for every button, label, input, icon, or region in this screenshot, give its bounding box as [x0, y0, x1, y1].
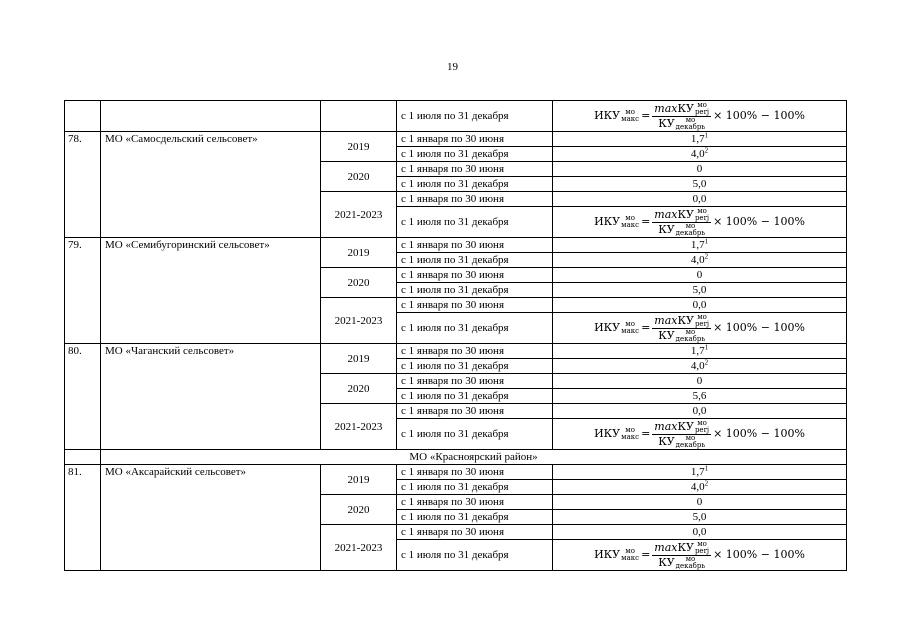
value-cell: [553, 253, 847, 268]
value-cell: [553, 283, 847, 298]
row-number-cell: [65, 101, 101, 132]
value-text: 1,7: [690, 345, 705, 357]
formula-eq: =: [641, 215, 651, 228]
formula-fraction: maxКУ мо perj КУ мо декабрь: [654, 418, 710, 449]
footnote-mark: 1: [704, 464, 709, 473]
value-text: 0: [696, 496, 703, 508]
table-row: [65, 101, 847, 132]
year-cell: 2021-2023: [321, 404, 397, 450]
period-cell: с 1 июля по 31 декабря: [397, 101, 553, 132]
value-text: 0,0: [692, 405, 707, 417]
footnote-mark: 2: [704, 358, 709, 367]
formula-eq: =: [641, 109, 651, 122]
footnote-mark: 1: [704, 237, 709, 246]
value-cell: [553, 359, 847, 374]
row-number-cell: 81.: [65, 465, 101, 571]
table-row: [65, 132, 847, 147]
formula-fraction: maxКУ мо perj КУ мо декабрь: [654, 206, 710, 237]
period-cell: с 1 января по 30 июня: [397, 268, 553, 283]
value-text: 0,0: [692, 526, 707, 538]
period-cell: с 1 января по 30 июня: [397, 374, 553, 389]
formula-cell: [553, 313, 847, 344]
formula-cell: [553, 419, 847, 450]
year-cell: 2019: [321, 238, 397, 268]
period-cell: с 1 июля по 31 декабря: [397, 253, 553, 268]
max-increase-formula: [594, 420, 805, 449]
period-cell: с 1 июля по 31 декабря: [397, 177, 553, 192]
period-cell: с 1 января по 30 июня: [397, 298, 553, 313]
year-cell: 2020: [321, 495, 397, 525]
period-cell: с 1 июля по 31 декабря: [397, 207, 553, 238]
value-text: 1,7: [690, 466, 705, 478]
table-row: [65, 450, 847, 465]
footnote-mark: 2: [704, 252, 709, 261]
period-cell: с 1 июля по 31 декабря: [397, 147, 553, 162]
period-cell: с 1 января по 30 июня: [397, 404, 553, 419]
value-text: 5,6: [692, 390, 707, 402]
period-cell: с 1 июля по 31 декабря: [397, 359, 553, 374]
period-cell: с 1 января по 30 июня: [397, 238, 553, 253]
footnote-mark: 2: [704, 146, 709, 155]
municipality-cell: МО «Самосдельский сельсовет»: [101, 132, 321, 238]
footnote-mark: 2: [704, 479, 709, 488]
value-cell: [553, 480, 847, 495]
value-text: 4,0: [690, 481, 705, 493]
row-number-cell: 79.: [65, 238, 101, 344]
footnote-mark: 1: [704, 343, 709, 352]
value-cell: [553, 495, 847, 510]
year-cell: 2021-2023: [321, 192, 397, 238]
footnote-mark: 1: [704, 131, 709, 140]
period-cell: с 1 июля по 31 декабря: [397, 540, 553, 571]
formula-lhs: ИКУ мо макс: [594, 320, 640, 335]
formula-tail: × 100% − 100%: [713, 321, 805, 334]
value-text: 0,0: [692, 299, 707, 311]
year-cell: 2019: [321, 344, 397, 374]
period-cell: с 1 июля по 31 декабря: [397, 313, 553, 344]
period-cell: с 1 января по 30 июня: [397, 162, 553, 177]
region-header-cell: МО «Красноярский район»: [101, 450, 847, 465]
max-increase-formula: [594, 314, 805, 343]
year-cell: 2021-2023: [321, 525, 397, 571]
formula-tail: × 100% − 100%: [713, 109, 805, 122]
formula-fraction: maxКУ мо perj КУ мо декабрь: [654, 539, 710, 570]
table-row: [65, 465, 847, 480]
value-text: 0: [696, 163, 703, 175]
value-text: 0: [696, 375, 703, 387]
formula-eq: =: [641, 427, 651, 440]
year-cell: 2021-2023: [321, 298, 397, 344]
max-increase-formula: [594, 541, 805, 570]
formula-fraction: maxКУ мо perj КУ мо декабрь: [654, 312, 710, 343]
row-number-cell: [65, 450, 101, 465]
value-text: 5,0: [692, 284, 707, 296]
value-text: 5,0: [692, 511, 707, 523]
formula-tail: × 100% − 100%: [713, 215, 805, 228]
period-cell: с 1 января по 30 июня: [397, 525, 553, 540]
value-text: 0,0: [692, 193, 707, 205]
formula-cell: [553, 101, 847, 132]
formula-eq: =: [641, 321, 651, 334]
period-cell: с 1 января по 30 июня: [397, 344, 553, 359]
formula-cell: [553, 540, 847, 571]
value-cell: [553, 132, 847, 147]
period-cell: с 1 июля по 31 декабря: [397, 510, 553, 525]
value-cell: [553, 238, 847, 253]
municipality-cell: МО «Чаганский сельсовет»: [101, 344, 321, 450]
year-cell: 2020: [321, 162, 397, 192]
value-text: 4,0: [690, 148, 705, 160]
value-text: 0: [696, 269, 703, 281]
year-cell: 2019: [321, 465, 397, 495]
coefficients-table: [64, 100, 847, 571]
value-cell: [553, 344, 847, 359]
value-cell: [553, 268, 847, 283]
formula-tail: × 100% − 100%: [713, 548, 805, 561]
value-cell: [553, 465, 847, 480]
formula-lhs: ИКУ мо макс: [594, 547, 640, 562]
value-cell: [553, 404, 847, 419]
year-cell: 2020: [321, 268, 397, 298]
period-cell: с 1 июля по 31 декабря: [397, 283, 553, 298]
value-cell: [553, 525, 847, 540]
formula-tail: × 100% − 100%: [713, 427, 805, 440]
formula-fraction: maxКУ мо perj КУ мо декабрь: [654, 100, 710, 131]
municipality-cell: [101, 101, 321, 132]
value-cell: [553, 177, 847, 192]
value-cell: [553, 298, 847, 313]
value-text: 4,0: [690, 360, 705, 372]
value-text: 1,7: [690, 239, 705, 251]
period-cell: с 1 января по 30 июня: [397, 495, 553, 510]
municipality-cell: МО «Аксарайский сельсовет»: [101, 465, 321, 571]
formula-lhs: ИКУ мо макс: [594, 426, 640, 441]
row-number-cell: 80.: [65, 344, 101, 450]
max-increase-formula: [594, 208, 805, 237]
value-cell: [553, 162, 847, 177]
year-cell: 2019: [321, 132, 397, 162]
formula-eq: =: [641, 548, 651, 561]
table-row: [65, 344, 847, 359]
value-cell: [553, 374, 847, 389]
period-cell: с 1 июля по 31 декабря: [397, 389, 553, 404]
value-cell: [553, 147, 847, 162]
row-number-cell: 78.: [65, 132, 101, 238]
value-cell: [553, 510, 847, 525]
period-cell: с 1 января по 30 июня: [397, 465, 553, 480]
period-cell: с 1 января по 30 июня: [397, 132, 553, 147]
max-increase-formula: [594, 102, 805, 131]
period-cell: с 1 июля по 31 декабря: [397, 419, 553, 450]
table-row: [65, 238, 847, 253]
value-cell: [553, 192, 847, 207]
value-text: 5,0: [692, 178, 707, 190]
value-cell: [553, 389, 847, 404]
period-cell: с 1 июля по 31 декабря: [397, 480, 553, 495]
formula-lhs: ИКУ мо макс: [594, 108, 640, 123]
value-text: 1,7: [690, 133, 705, 145]
municipality-cell: МО «Семибугоринский сельсовет»: [101, 238, 321, 344]
page-number: 19: [447, 61, 458, 73]
formula-cell: [553, 207, 847, 238]
value-text: 4,0: [690, 254, 705, 266]
year-cell: [321, 101, 397, 132]
year-cell: 2020: [321, 374, 397, 404]
formula-lhs: ИКУ мо макс: [594, 214, 640, 229]
period-cell: с 1 января по 30 июня: [397, 192, 553, 207]
